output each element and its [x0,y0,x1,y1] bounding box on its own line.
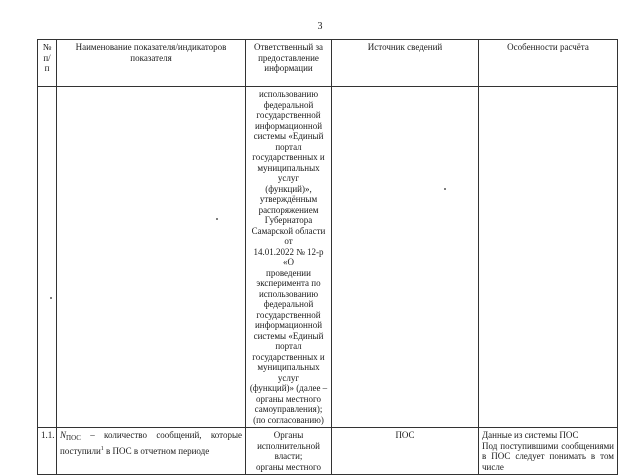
indicator-text-b: в ПОС в отчетном периоде [103,445,210,456]
footnote-mark: 1 [100,445,104,452]
resp-line: государственной [256,309,321,320]
resp-line: портал [275,141,302,152]
resp-line: использованию [258,288,319,299]
resp-line: федеральной [263,299,314,309]
indicator-text-a: – количество сообщений, которые поступили [60,430,242,456]
cont-source-cell [332,87,479,428]
calc-cell [479,428,618,475]
resp-line: Самарской области от [251,225,326,246]
indicator-table [37,39,618,475]
resp-line: (функций)», [265,183,312,194]
responsible-cell [246,428,332,475]
variable-subscript: ПОС [66,434,81,442]
resp-line: Губернатора [264,215,313,225]
resp-line: органы местного [256,461,321,472]
resp-line: информационной [254,320,323,330]
header-name: Наименование показателя/индикаторов показателя [57,40,246,87]
table-header-row [38,40,618,87]
resp-line: использованию [258,89,319,99]
resp-line: системы «Единый [253,131,324,141]
header-num: № п/п [38,40,57,87]
calc-line-1: Данные из системы ПОС [482,430,579,440]
resp-line: (по согласованию) [253,414,324,425]
calc-line-2: Под поступившими сообщениями в ПОС следует понимать в том числе [482,440,614,472]
indicator-name [57,428,246,475]
resp-line: информационной [254,120,323,131]
resp-line: государственных и [252,351,325,362]
cont-num-cell [38,87,57,428]
table-row-1-1 [38,428,618,475]
resp-line: муниципальных услуг [257,162,320,183]
cont-name-cell [57,87,246,428]
variable-symbol: N [60,430,67,440]
source-cell: ПОС [332,428,479,475]
scan-speck [216,218,218,220]
table-row-continued [38,87,618,428]
resp-line: (функций)» (далее – [249,383,328,393]
resp-line: федеральной [263,99,314,110]
page-number: 3 [317,21,323,32]
resp-line: системы «Единый [253,330,324,341]
row-number: 1.1. [38,428,57,475]
resp-line: 14.01.2022 № 12-р «О [253,246,324,267]
header-source: Источник сведений [332,40,479,87]
header-calc: Особенности расчёта [479,40,618,87]
resp-line: Органы [273,430,304,440]
resp-line: муниципальных услуг [257,362,320,383]
resp-line: исполнительной [257,440,320,451]
resp-line: проведении [266,267,311,278]
resp-line: распоряжением [258,204,319,215]
resp-line: государственной [256,110,321,120]
resp-line: самоуправления); [254,404,323,414]
resp-line: власти; [274,451,303,461]
cont-responsible-cell [246,87,332,428]
header-responsible: Ответственный за предоставление информации [246,40,332,87]
scan-speck [444,188,446,190]
resp-line: эксперимента по [256,278,321,288]
resp-line: портал [275,341,302,351]
resp-line: утверждённым [259,194,318,204]
scan-speck [50,297,52,299]
indicator-variable [60,430,81,440]
cont-calc-cell [479,87,618,428]
resp-line: органы местного [256,393,321,404]
resp-line: государственных и [252,152,325,162]
